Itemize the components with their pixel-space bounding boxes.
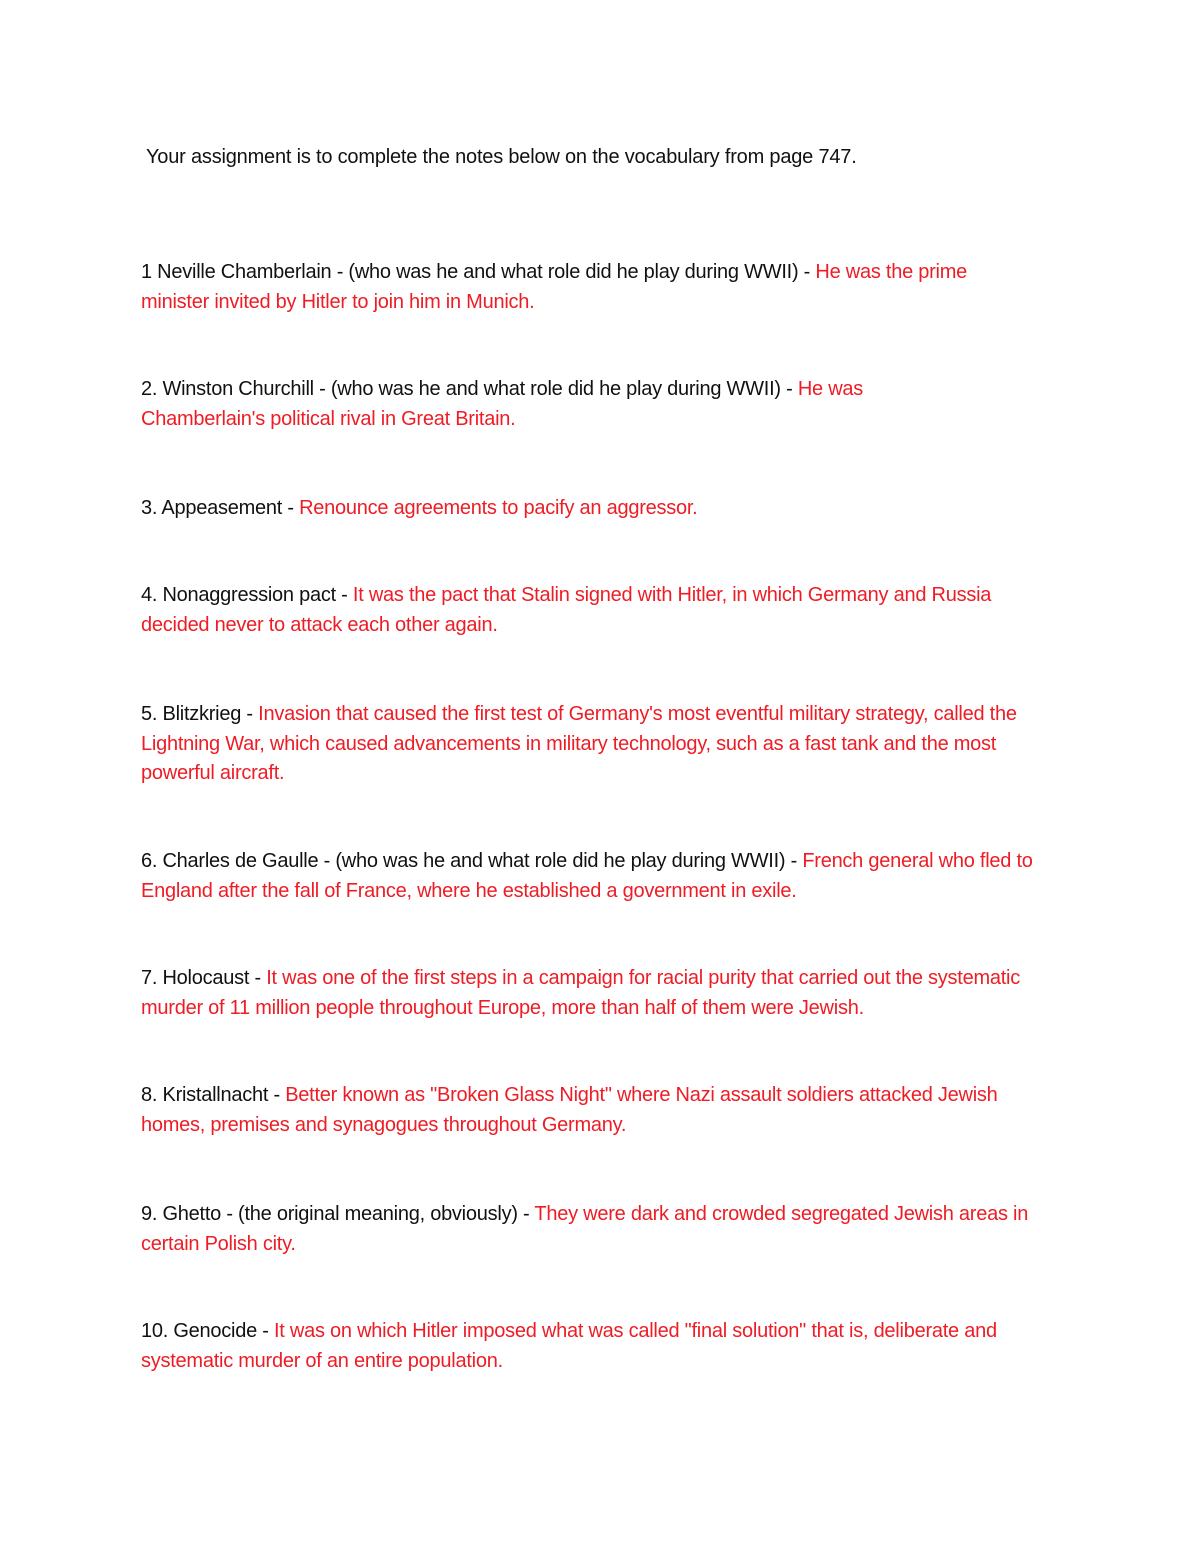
vocab-prompt: 10. Genocide -: [141, 1320, 274, 1342]
vocab-answer: French general who fled to England after the fall of France, where he established a government in exile.: [141, 850, 1033, 902]
vocab-item-holocaust: [141, 964, 1056, 1023]
vocab-item-chamberlain: [141, 258, 1021, 317]
vocab-prompt: 9. Ghetto - (the original meaning, obviously) -: [141, 1203, 535, 1225]
vocab-answer: They were dark and crowded segregated Jewish areas in certain Polish city.: [141, 1203, 1029, 1255]
vocab-item-churchill: [141, 375, 971, 434]
vocab-answer: Better known as "Broken Glass Night" where Nazi assault soldiers attacked Jewish homes, premises and synagogues throughout Germany.: [141, 1084, 998, 1136]
vocab-answer: Renounce agreements to pacify an aggressor.: [299, 497, 698, 519]
vocab-item-de-gaulle: [141, 847, 1041, 906]
vocab-item-genocide: [141, 1317, 1056, 1376]
vocab-item-appeasement: [141, 494, 1071, 524]
vocab-prompt: 8. Kristallnacht -: [141, 1084, 286, 1106]
vocab-answer: It was on which Hitler imposed what was called "final solution" that is, deliberate and systematic murder of an entire population.: [141, 1320, 997, 1372]
vocab-answer: He was the prime minister invited by Hitler to join him in Munich.: [141, 261, 968, 313]
vocab-prompt: 1 Neville Chamberlain - (who was he and what role did he play during WWII) -: [141, 261, 816, 283]
assignment-instructions: Your assignment is to complete the notes below on the vocabulary from page 747.: [146, 146, 857, 168]
vocab-answer: It was the pact that Stalin signed with Hitler, in which Germany and Russia decided never to attack each other again.: [141, 584, 992, 636]
vocab-item-nonaggression-pact: [141, 581, 1031, 640]
vocab-prompt: 3. Appeasement -: [141, 497, 300, 519]
vocab-prompt: 7. Holocaust -: [141, 967, 267, 989]
vocab-item-ghetto: [141, 1200, 1051, 1259]
vocab-prompt: 4. Nonaggression pact -: [141, 584, 353, 606]
vocab-answer: Invasion that caused the first test of Germany's most eventful military strategy, called the Lightning War, which caused advancements in military technology, such as a fast tank and the most powerful aircraft.: [141, 703, 1017, 784]
vocab-item-blitzkrieg: [141, 700, 1066, 789]
vocab-prompt: 6. Charles de Gaulle - (who was he and what role did he play during WWII) -: [141, 850, 803, 872]
vocab-prompt: 5. Blitzkrieg -: [141, 703, 259, 725]
vocab-item-kristallnacht: [141, 1081, 1031, 1140]
vocab-prompt: 2. Winston Churchill - (who was he and what role did he play during WWII) -: [141, 378, 798, 400]
vocab-answer: He was Chamberlain's political rival in Great Britain.: [141, 378, 864, 430]
vocab-answer: It was one of the first steps in a campaign for racial purity that carried out the systematic murder of 11 million people throughout Europe, more than half of them were Jewish.: [141, 967, 1020, 1019]
